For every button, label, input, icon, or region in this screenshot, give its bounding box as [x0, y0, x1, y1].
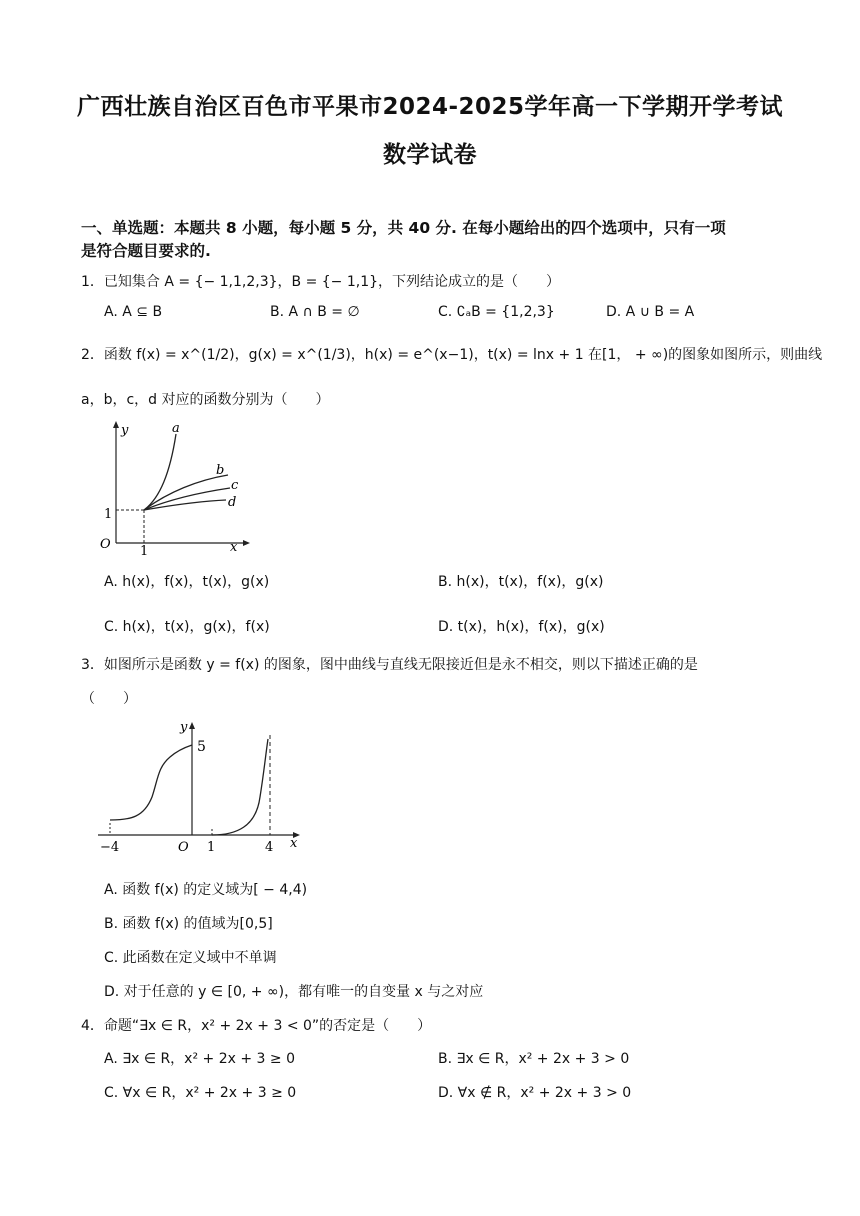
q2-stem-line1: 2．函数 f(x) = x^(1/2)，g(x) = x^(1/3)，h(x) = e^(x−1)，t(x) = lnx + 1 在[1， + ∞)的图象如图所示，则曲线 — [81, 347, 823, 363]
q2-graph — [98, 418, 258, 556]
section-heading-line2: 是符合题目要求的. — [81, 242, 211, 260]
q3-curve-right — [212, 739, 268, 835]
q2-option-d[interactable]: D. t(x)，h(x)，f(x)，g(x) — [438, 619, 605, 635]
q4-stem: 4．命题“∃x ∈ R，x² + 2x + 3 < 0”的否定是（ ） — [81, 1018, 432, 1034]
q2-option-c[interactable]: C. h(x)，t(x)，g(x)，f(x) — [104, 619, 270, 635]
q2-x-label: x — [230, 540, 238, 555]
q1-option-b[interactable]: B. A ∩ B = ∅ — [270, 304, 360, 320]
q3-y-label: y — [180, 720, 188, 735]
page-subtitle: 数学试卷 — [383, 142, 477, 168]
q3-y-arrow — [189, 722, 195, 729]
q2-option-b[interactable]: B. h(x)，t(x)，f(x)，g(x) — [438, 574, 604, 590]
q3-graph — [96, 717, 308, 857]
q4-option-c[interactable]: C. ∀x ∈ R，x² + 2x + 3 ≥ 0 — [104, 1085, 297, 1101]
q2-curve-c — [144, 488, 230, 510]
q3-x-label: x — [290, 836, 298, 851]
q2-x-arrow — [243, 540, 250, 546]
q2-label-d: d — [228, 495, 237, 510]
q1-option-a[interactable]: A. A ⊆ B — [104, 304, 163, 320]
q2-label-a: a — [172, 421, 180, 436]
q3-option-c[interactable]: C. 此函数在定义域中不单调 — [104, 950, 277, 966]
q1-option-c[interactable]: C. ∁ₐB = {1,2,3} — [438, 304, 555, 320]
q3-curve-left — [110, 745, 192, 820]
q2-origin-label: O — [100, 537, 111, 552]
q4-option-b[interactable]: B. ∃x ∈ R，x² + 2x + 3 > 0 — [438, 1051, 630, 1067]
q3-stem-line1: 3．如图所示是函数 y = f(x) 的图象，图中曲线与直线无限接近但是永不相交，则以下描述正确的是 — [81, 657, 698, 673]
q3-stem-line2: （ ） — [81, 691, 137, 707]
q3-five-label: 5 — [197, 739, 206, 755]
q3-option-d[interactable]: D. 对于任意的 y ∈ [0, + ∞)，都有唯一的自变量 x 与之对应 — [104, 984, 484, 1000]
q2-option-a[interactable]: A. h(x)，f(x)，t(x)，g(x) — [104, 574, 270, 590]
q1-stem: 1．已知集合 A = {− 1,1,2,3}，B = {− 1,1}，下列结论成立的是（ ） — [81, 274, 561, 290]
q3-neg4-label: −4 — [100, 840, 120, 855]
q2-x-one-label: 1 — [140, 544, 149, 556]
q2-y-arrow — [113, 421, 119, 428]
q3-four-label: 4 — [265, 840, 274, 855]
q2-stem-line2: a，b，c，d 对应的函数分别为（ ） — [81, 392, 330, 408]
q4-option-a[interactable]: A. ∃x ∈ R，x² + 2x + 3 ≥ 0 — [104, 1051, 295, 1067]
q1-option-d[interactable]: D. A ∪ B = A — [606, 304, 695, 320]
q2-label-b: b — [216, 463, 225, 478]
q4-option-d[interactable]: D. ∀x ∉ R，x² + 2x + 3 > 0 — [438, 1085, 632, 1101]
q3-option-a[interactable]: A. 函数 f(x) 的定义域为[ − 4,4) — [104, 882, 308, 898]
q3-one-label: 1 — [207, 840, 216, 855]
q2-y-label: y — [121, 423, 129, 438]
q3-origin-label: O — [178, 840, 189, 855]
section-heading-line1: 一、单选题：本题共 8 小题，每小题 5 分，共 40 分. 在每小题给出的四个选项中，只有一项 — [81, 219, 726, 237]
page-title: 广西壮族自治区百色市平果市2024-2025学年高一下学期开学考试 — [76, 94, 784, 120]
q3-option-b[interactable]: B. 函数 f(x) 的值域为[0,5] — [104, 916, 273, 932]
q2-y-one-label: 1 — [104, 507, 113, 522]
q2-label-c: c — [231, 478, 239, 493]
